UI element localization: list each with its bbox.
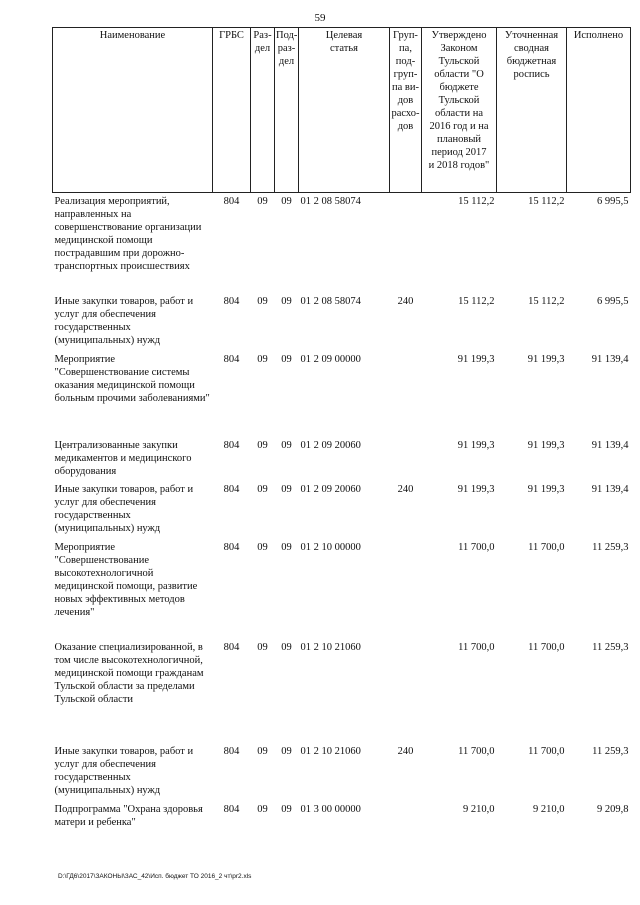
table-row [53, 193, 631, 293]
cell-name: Иные закупки товаров, работ и услуг для обеспечения государственных (муниципальных) нужд [54, 745, 194, 796]
cell-executed: 6 995,5 [597, 295, 629, 307]
table-row [53, 801, 631, 831]
cell-name: Реализация мероприятий, направленных на совершенствование организации медицинской помощи пострадавшим при дорожно-транспортных происшествиях [54, 196, 202, 272]
header-razdel: Раз- дел [251, 28, 275, 193]
table-row [53, 293, 631, 351]
cell-grbs: 804 [223, 439, 240, 451]
cell-podrazdel: 09 [281, 483, 292, 495]
cell-refined: 11 700,0 [528, 541, 565, 553]
cell-grbs: 804 [223, 483, 240, 495]
cell-refined: 91 199,3 [527, 439, 565, 451]
cell-approved: 11 700,0 [458, 745, 495, 757]
cell-approved: 9 210,0 [463, 803, 495, 815]
cell-razdel: 09 [257, 803, 268, 815]
cell-target-article: 01 2 09 20060 [300, 439, 361, 451]
cell-razdel: 09 [257, 541, 268, 553]
cell-expense-group [390, 193, 422, 293]
table-row [53, 481, 631, 539]
cell-expense-group [390, 639, 422, 743]
cell-name: Мероприятие "Совершенствование высокотехнологичной медицинской помощи, развитие новых эффективных методов лечения" [54, 541, 198, 618]
table-row [53, 639, 631, 743]
cell-target-article: 01 2 09 00000 [300, 353, 361, 365]
cell-target-article: 01 2 10 21060 [300, 641, 361, 653]
header-name: Наименование [53, 28, 213, 193]
cell-podrazdel: 09 [281, 353, 292, 365]
cell-approved: 15 112,2 [458, 196, 495, 207]
cell-grbs: 804 [223, 541, 240, 553]
cell-executed: 11 259,3 [592, 641, 629, 653]
cell-razdel: 09 [257, 745, 268, 757]
cell-podrazdel: 09 [281, 745, 292, 757]
cell-target-article: 01 2 10 21060 [300, 745, 361, 757]
cell-approved: 91 199,3 [457, 353, 495, 365]
cell-razdel: 09 [257, 295, 268, 307]
cell-approved: 91 199,3 [457, 439, 495, 451]
cell-podrazdel: 09 [281, 439, 292, 451]
cell-approved: 11 700,0 [458, 541, 495, 553]
cell-expense-group: 240 [397, 483, 414, 495]
cell-podrazdel: 09 [281, 196, 292, 207]
cell-target-article: 01 2 09 20060 [300, 483, 361, 495]
header-row [53, 28, 631, 193]
cell-razdel: 09 [257, 353, 268, 365]
header-approved: Утверждено Законом Тульской области "О бюджете Тульской области на 2016 год и на плановый период 2017 и 2018 годов" [422, 28, 497, 193]
cell-grbs: 804 [223, 295, 240, 307]
cell-approved: 15 112,2 [458, 295, 495, 307]
header-podrazdel: Под- раз- дел [275, 28, 299, 193]
cell-name: Централизованные закупки медикаментов и медицинского оборудования [54, 439, 192, 477]
cell-podrazdel: 09 [281, 803, 292, 815]
cell-razdel: 09 [257, 641, 268, 653]
cell-refined: 91 199,3 [527, 483, 565, 495]
cell-name: Иные закупки товаров, работ и услуг для обеспечения государственных (муниципальных) нужд [54, 295, 194, 346]
table-row [53, 743, 631, 801]
cell-expense-group: 240 [397, 745, 414, 757]
cell-executed: 11 259,3 [592, 541, 629, 553]
budget-table [52, 27, 631, 831]
cell-podrazdel: 09 [281, 641, 292, 653]
cell-target-article: 01 2 10 00000 [300, 541, 361, 553]
cell-podrazdel: 09 [281, 295, 292, 307]
cell-expense-group [390, 351, 422, 437]
header-target-article: Целевая статья [299, 28, 390, 193]
cell-expense-group: 240 [397, 295, 414, 307]
page-number: 59 [314, 12, 326, 24]
cell-refined: 11 700,0 [528, 641, 565, 653]
cell-refined: 91 199,3 [527, 353, 565, 365]
cell-executed: 11 259,3 [592, 745, 629, 757]
cell-approved: 11 700,0 [458, 641, 495, 653]
cell-expense-group [390, 437, 422, 481]
cell-refined: 11 700,0 [528, 745, 565, 757]
header-expense-group: Груп- па, под- груп- па ви- дов расхо- дов [390, 28, 422, 193]
cell-grbs: 804 [223, 641, 240, 653]
cell-target-article: 01 2 08 58074 [300, 196, 361, 207]
cell-podrazdel: 09 [281, 541, 292, 553]
cell-approved: 91 199,3 [457, 483, 495, 495]
table-row [53, 539, 631, 639]
cell-expense-group [390, 801, 422, 831]
cell-executed: 9 209,8 [597, 803, 629, 815]
cell-grbs: 804 [223, 745, 240, 757]
cell-grbs: 804 [223, 196, 240, 207]
cell-razdel: 09 [257, 196, 268, 207]
file-path-footer: D:\ГД6\2017\ЗАКОНЫ\ЗАС_42\Исп. бюджет ТО 2016_2 чт\pr2.xls [58, 873, 252, 880]
cell-grbs: 804 [223, 803, 240, 815]
cell-name: Оказание специализированной, в том числе высокотехнологичной, медицинской помощи гражданам Тульской области за пределами Тульской области [54, 641, 204, 705]
cell-razdel: 09 [257, 483, 268, 495]
cell-name: Подпрограмма "Охрана здоровья матери и ребенка" [54, 803, 203, 828]
cell-expense-group [390, 539, 422, 639]
cell-refined: 15 112,2 [528, 295, 565, 307]
cell-executed: 6 995,5 [597, 196, 629, 207]
header-executed: Исполнено [567, 28, 631, 193]
cell-grbs: 804 [223, 353, 240, 365]
table-row [53, 437, 631, 481]
cell-name: Иные закупки товаров, работ и услуг для обеспечения государственных (муниципальных) нужд [54, 483, 194, 534]
cell-name: Мероприятие "Совершенствование системы оказания медицинской помощи больным прочими заболеваниями" [54, 353, 210, 404]
cell-target-article: 01 3 00 00000 [300, 803, 361, 815]
cell-executed: 91 139,4 [591, 483, 629, 495]
cell-executed: 91 139,4 [591, 353, 629, 365]
header-refined: Уточненная сводная бюджетная роспись [497, 28, 567, 193]
cell-target-article: 01 2 08 58074 [300, 295, 361, 307]
cell-razdel: 09 [257, 439, 268, 451]
cell-refined: 15 112,2 [528, 196, 565, 207]
cell-refined: 9 210,0 [533, 803, 565, 815]
cell-executed: 91 139,4 [591, 439, 629, 451]
header-grbs: ГРБС [213, 28, 251, 193]
table-row [53, 351, 631, 437]
